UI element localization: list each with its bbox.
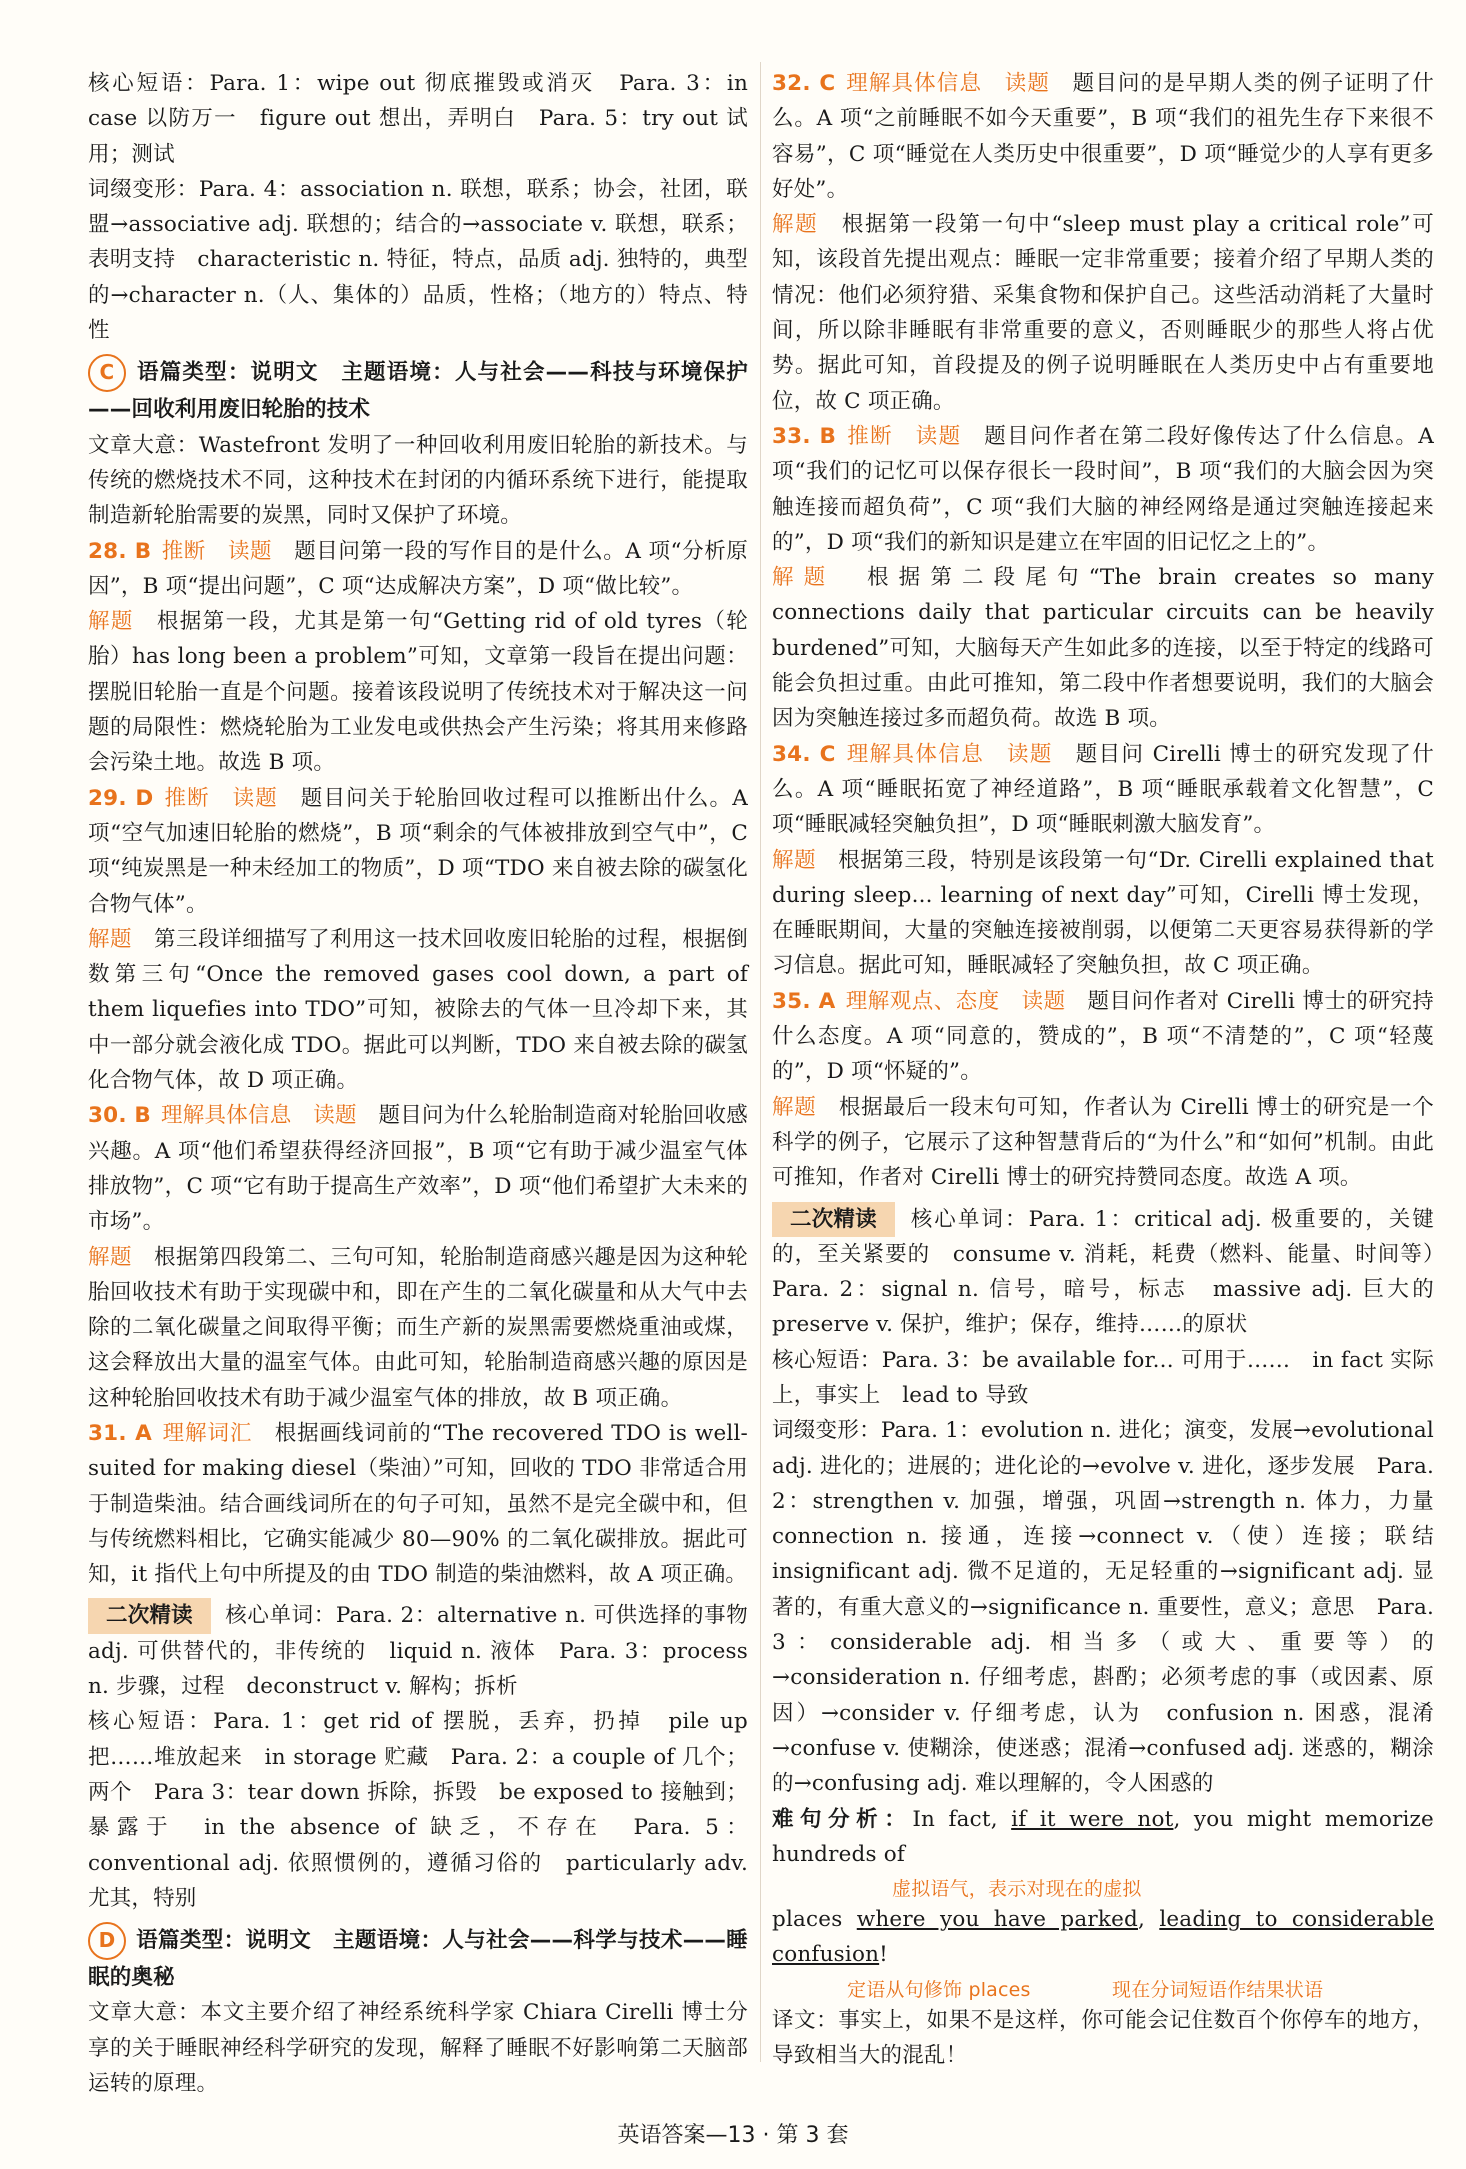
hard-s4: places — [772, 1907, 843, 1933]
q29-type: 推断 读题 — [163, 785, 279, 811]
left-column — [88, 66, 748, 2101]
anno-relative-clause: 定语从句修饰 places — [847, 1978, 1031, 2001]
q28-explanation — [88, 604, 748, 780]
q33-jx-label: 解题 — [772, 565, 836, 591]
hard-s5: where you have parked — [856, 1907, 1138, 1933]
question-31 — [88, 1416, 748, 1592]
q32-explanation — [772, 207, 1434, 419]
hard-s1: In fact, — [912, 1806, 998, 1832]
review-c-banner: 二次精读 — [88, 1598, 211, 1633]
anno-line-1 — [772, 1872, 1434, 1902]
q29-jx-label: 解题 — [88, 926, 133, 952]
question-30 — [88, 1098, 748, 1239]
q30-type: 理解具体信息 读题 — [161, 1103, 357, 1129]
q29-explanation — [88, 922, 748, 1098]
q32-expl: 根据第一段第一句中“sleep must play a critical role”可知，该段首先提出观点：睡眠一定非常重要；接着介绍了早期人类的情况：他们必须狩猎、采集食物和保护自己。这些活动消耗了大量时间，所以除非睡眠有非常重要的意义，否则睡眠少的那些人将占优势。据此可知，首段提及的例子说明睡眠在人类历史中占有重要地位，故 C 项正确。 — [772, 212, 1434, 414]
q34-jx-label: 解题 — [772, 847, 817, 873]
q32-type: 理解具体信息 读题 — [845, 71, 1051, 96]
question-33 — [772, 419, 1434, 560]
q35-answer: 35. A — [772, 988, 836, 1014]
q34-explanation — [772, 843, 1434, 984]
hard-s8: ! — [879, 1942, 888, 1968]
q30-expl: 根据第四段第二、三句可知，轮胎制造商感兴趣是因为这种轮胎回收技术有助于实现碳中和，即在产生的二氧化碳量和从大气中去除的二氧化碳量之间取得平衡；而生产新的炭黑需要燃烧重油或煤，这会释放出大量的温室气体。由此可知，轮胎制造商感兴趣的原因是这种轮胎回收技术有助于减少温室气体的排放，故 B 项正确。 — [88, 1244, 749, 1411]
hard-sentence-line1 — [772, 1802, 1434, 1873]
q32-jx-label: 解题 — [772, 212, 819, 238]
section-c-badge: C — [88, 354, 126, 392]
review-d-banner: 二次精读 — [772, 1202, 895, 1237]
hard-s7: leading to considerable confusion — [772, 1907, 1434, 1968]
anno-subjunctive: 虚拟语气，表示对现在的虚拟 — [892, 1878, 1142, 1901]
section-d-badge: D — [88, 1922, 126, 1960]
q33-text: 题目问作者在第二段好像传达了什么信息。A 项“我们的记忆可以保存很长一段时间”，B 项“我们的大脑会因为突触连接而超负荷”，C 项“我们大脑的神经网络是通过突触连接起来的”，D 项“我们的新知识是建立在牢固的旧记忆之上的”。 — [772, 423, 1434, 555]
q28-answer: 28. B — [88, 538, 152, 564]
q34-type: 理解具体信息 读题 — [845, 741, 1053, 767]
hard-s3: , you might memorize hundreds of — [772, 1806, 1434, 1867]
section-d-genre: 语篇类型：说明文 主题语境：人与社会——科学与技术——睡眠的奥秘 — [88, 1928, 748, 1991]
q28-jx-label: 解题 — [88, 609, 134, 635]
review-c-vocab: 核心单词：Para. 2：alternative n. 可供选择的事物 adj. 可供替代的，非传统的 liquid n. 液体 Para. 3：process n. 步骤，过程 deconstruct v. 解构；拆析 — [88, 1603, 748, 1700]
question-34 — [772, 737, 1434, 843]
q31-expl: 根据画线词前的“The recovered TDO is well-suited for making diesel（柴油）”可知，回收的 TDO 非常适合用于制造柴油。结合画线词所在的句子可知，虽然不是完全碳中和，但与传统燃料相比，它确实能减少 80—90% 的二氧化碳排放。据此可知，it 指代上句中所提及的由 TDO 制造的柴油燃料，故 A 项正确。 — [88, 1420, 749, 1588]
hard-s2: if it were not — [1011, 1806, 1174, 1832]
q35-jx-label: 解题 — [772, 1094, 817, 1120]
q32-text: 题目问的是早期人类的例子证明了什么。A 项“之前睡眠不如今天重要”，B 项“我们的祖先生存下来很不容易”，C 项“睡觉在人类历史中很重要”，D 项“睡觉少的人享有更多好处”。 — [772, 71, 1434, 202]
review-d-affix: 词缀变形：Para. 1：evolution n. 进化；演变，发展→evolutional adj. 进化的；进展的；进化论的→evolve v. 进化，逐步发展 Para. 2：strengthen v. 加强，增强，巩固→strength n. 体力，力量 connection n. 接通，连接→connect v.（使）连接；联结 insignificant adj. 微不足道的，无足轻重的→significant adj. 显著的，有重大意义的→significance n. 重要性，意义；意思 Para. 3：considerable adj. 相当多（或大、重要等）的→consideration n. 仔细考虑，斟酌；必须考虑的事（或因素、原因）→consider v. 仔细考虑，认为 confusion n. 困惑，混淆→confuse v. 使糊涂，使迷惑；混淆→confused adj. 迷惑的，糊涂的→confusing adj. 难以理解的，令人困惑的 — [772, 1418, 1456, 1797]
question-32 — [772, 66, 1434, 207]
q34-expl: 根据第三段，特别是该段第一句“Dr. Cirelli explained that during sleep... learning of next day”可知，Cirelli 博士发现，在睡眠期间，大量的突触连接被削弱，以便第二天更容易获得新的学习信息。据此可知，睡眠减轻了突触负担，故 C 项正确。 — [772, 847, 1434, 979]
hard-sentence-line2 — [772, 1902, 1434, 1973]
section-c-genre: 语篇类型：说明文 主题语境：人与社会——科技与环境保护——回收利用废旧轮胎的技术 — [88, 360, 748, 423]
anno-participle: 现在分词短语作结果状语 — [1112, 1978, 1324, 2001]
translation: 译文：事实上，如果不是这样，你可能会记住数百个你停车的地方，导致相当大的混乱！ — [772, 2007, 1434, 2069]
question-35 — [772, 984, 1434, 1090]
q28-text: 题目问第一段的写作目的是什么。A 项“分析原因”，B 项“提出问题”，C 项“达成解决方案”，D 项“做比较”。 — [88, 538, 748, 599]
q35-expl: 根据最后一段末句可知，作者认为 Cirelli 博士的研究是一个科学的例子，它展示了这种智慧背后的“为什么”和“如何”机制。由此可推知，作者对 Cirelli 博士的研究持赞同态度。故选 A 项。 — [772, 1094, 1435, 1191]
q28-expl: 根据第一段，尤其是第一句“Getting rid of old tyres（轮胎）has long been a problem”可知，文章第一段旨在提出问题：摆脱旧轮胎一直是个问题。接着该段说明了传统技术对于解决这一问题的局限性：燃烧轮胎为工业发电或供热会产生污染；将其用来修路会污染土地。故选 B 项。 — [88, 609, 748, 776]
column-divider — [760, 62, 761, 2062]
page-footer: 英语答案—13 · 第 3 套 — [617, 2123, 849, 2148]
q31-type: 理解词汇 — [161, 1420, 253, 1446]
q29-expl: 第三段详细描写了利用这一技术回收废旧轮胎的过程，根据倒数第三句“Once the removed gases cool down, a part of them liquefies into TDO”可知，被除去的气体一旦冷却下来，其中一部分就会液化成 TDO。据此可以判断，TDO 来自被去除的碳氢化合物气体，故 D 项正确。 — [88, 926, 749, 1094]
q30-text: 题目问为什么轮胎制造商对轮胎回收感兴趣。A 项“他们希望获得经济回报”，B 项“它有助于减少温室气体排放物”，C 项“它有助于提高生产效率”，D 项“他们希望扩大未来的市场”。 — [88, 1103, 748, 1235]
review-d — [772, 1202, 1456, 1343]
affix-variants-b: 词缀变形：Para. 4：association n. 联想，联系；协会，社团，联盟→associative adj. 联想的；结合的→associate v. 联想，联系；表明支持 characteristic n. 特征，特点，品质 adj. 独特的，典型的→character n.（人、集体的）品质，性格；（地方的）特点、特性 — [88, 176, 748, 344]
q33-explanation — [772, 560, 1434, 736]
q30-explanation — [88, 1240, 748, 1416]
core-phrases-b: 核心短语：Para. 1：wipe out 彻底摧毁或消灭 Para. 3：in case 以防万一 figure out 想出，弄明白 Para. 5：try out 试用；测试 — [88, 71, 748, 167]
q35-text: 题目问作者对 Cirelli 博士的研究持什么态度。A 项“同意的，赞成的”，B 项“不清楚的”，C 项“轻蔑的”，D 项“怀疑的”。 — [772, 988, 1434, 1085]
q30-jx-label: 解题 — [88, 1244, 133, 1270]
q30-answer: 30. B — [88, 1103, 151, 1129]
review-d-phrases: 核心短语：Para. 3：be available for... 可用于…… in fact 实际上，事实上 lead to 导致 — [772, 1347, 1434, 1408]
q35-explanation — [772, 1090, 1434, 1196]
q35-type: 理解观点、态度 读题 — [845, 988, 1066, 1014]
q29-text: 题目问关于轮胎回收过程可以推断出什么。A 项“空气加速旧轮胎的燃烧”，B 项“剩余的气体被排放到空气中”，C 项“纯炭黑是一种未经加工的物质”，D 项“TDO 来自被去除的碳氢化合物气体”。 — [88, 785, 748, 917]
q34-answer: 34. C — [772, 741, 836, 767]
review-c — [88, 1598, 748, 1704]
section-d-header — [88, 1922, 748, 1995]
q31-answer: 31. A — [88, 1420, 152, 1446]
hard-s6: , — [1137, 1907, 1146, 1933]
q34-text: 题目问 Cirelli 博士的研究发现了什么。A 项“睡眠拓宽了神经道路”，B 项“睡眠承载着文化智慧”，C 项“睡眠减轻突触负担”，D 项“睡眠刺激大脑发育”。 — [772, 741, 1435, 838]
section-c-summary: 文章大意：Wastefront 发明了一种回收利用废旧轮胎的新技术。与传统的燃烧技术不同，这种技术在封闭的内循环系统下进行，能提取制造新轮胎需要的炭黑，同时又保护了环境。 — [88, 432, 748, 529]
q32-answer: 32. C — [772, 71, 836, 96]
right-column — [772, 66, 1456, 2073]
review-d-vocab: 核心单词：Para. 1：critical adj. 极重要的，关键的，至关紧要的 consume v. 消耗，耗费（燃料、能量、时间等） Para. 2：signal n. 信号，暗号，标志 massive adj. 巨大的 preserve v. 保护，维护；保存，维持……的原状 — [772, 1206, 1456, 1338]
question-29 — [88, 781, 748, 922]
q33-answer: 33. B — [772, 423, 837, 449]
question-28 — [88, 534, 748, 605]
q29-answer: 29. D — [88, 785, 154, 811]
review-c-phrases: 核心短语：Para. 1：get rid of 摆脱，丢弃，扔掉 pile up 把……堆放起来 in storage 贮藏 Para. 2：a couple of 几个；两个 Para 3：tear down 拆除，拆毁 be exposed to 接触到；暴露于 in the absence of 缺乏，不存在 Para. 5：conventional adj. 依照惯例的，遵循习俗的 particularly adv. 尤其，特别 — [88, 1709, 748, 1911]
q28-type: 推断 读题 — [161, 538, 273, 564]
hard-sentence-label: 难句分析： — [772, 1806, 913, 1832]
section-c-header — [88, 354, 748, 427]
anno-line-2 — [772, 1973, 1434, 2003]
q33-expl: 根据第二段尾句“The brain creates so many connections daily that particular circuits can be heavily burdened”可知，大脑每天产生如此多的连接，以至于特定的线路可能会负担过重。由此可推知，第二段中作者想要说明，我们的大脑会因为突触连接过多而超负荷。故选 B 项。 — [772, 565, 1435, 732]
section-d-summary: 文章大意：本文主要介绍了神经系统科学家 Chiara Cirelli 博士分享的关于睡眠神经科学研究的发现，解释了睡眠不好影响第二天脑部运转的原理。 — [88, 2000, 748, 2097]
q33-type: 推断 读题 — [846, 423, 962, 449]
